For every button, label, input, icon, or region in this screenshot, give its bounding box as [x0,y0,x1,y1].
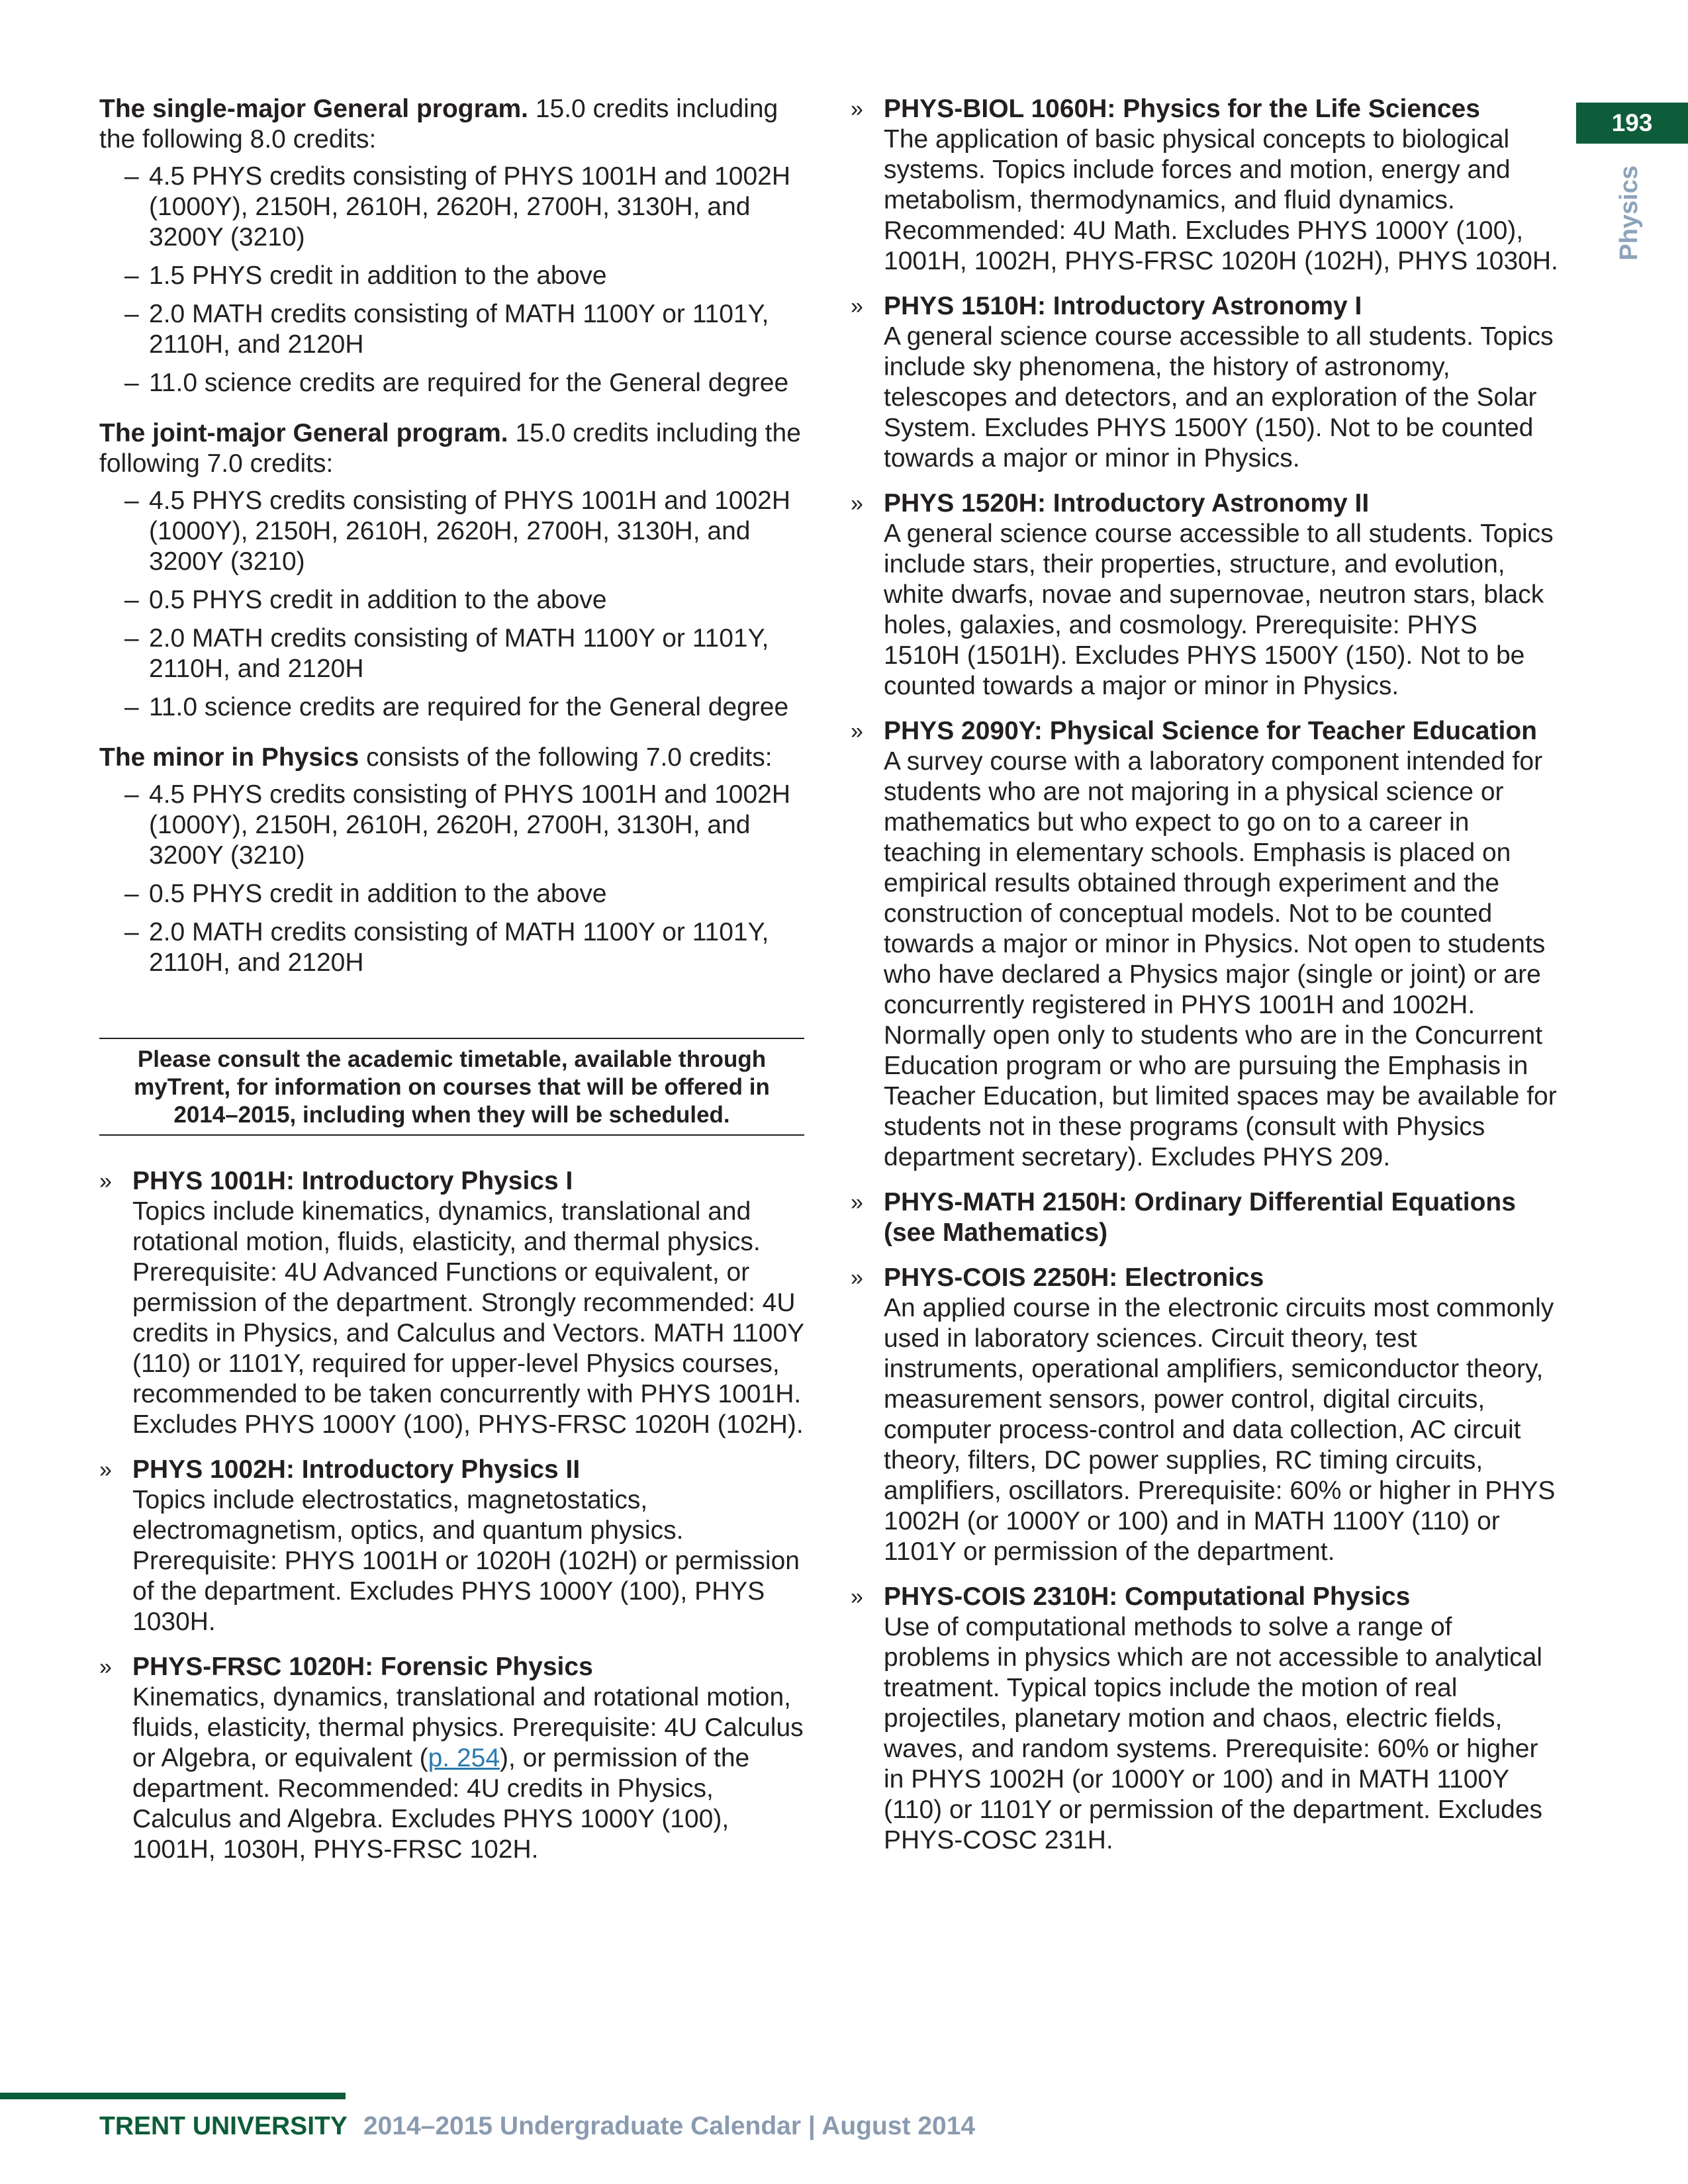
page-number-badge: 193 [1576,103,1688,144]
course-description: Use of computational methods to solve a range of problems in physics which are not accessible to analytical treatment. Typical topics include the motion of real projectiles, planetary motion and chaos, electric fields, waves, and random systems. Prerequisite: 60% or higher in PHYS 1002H (or 1000Y or 100) and in MATH 1100Y (110) or 1101Y or permission of the department. Excludes PHYS-COSC 231H. [884,1613,1543,1854]
requirement-list [99,161,804,398]
program-intro [99,418,804,479]
course-entry [851,291,1560,474]
course-description: Topics include kinematics, dynamics, translational and rotational motion, fluids, elasticity, and thermal physics. Prerequisite: 4U Advanced Functions or equivalent, or permission of the department. Strongly recommended: 4U credits in Physics, and Calculus and Vectors. MATH 1100Y (110) or 1101Y, required for upper-level Physics courses, recommended to be taken concurrently with PHYS 1001H. Excludes PHYS 1000Y (100), PHYS-FRSC 1020H (102H). [132,1197,804,1439]
course-description: A general science course accessible to all students. Topics include sky phenomena, the history of astronomy, telescopes and detectors, and an exploration of the Solar System. Excludes PHYS 1500Y (150). Not to be counted towards a major or minor in Physics. [884,322,1554,473]
requirement-item: – 11.0 science credits are required for the General degree [99,692,804,723]
program-heading: The single-major General program. [99,95,528,123]
requirement-item: – 0.5 PHYS credit in addition to the above [99,879,804,909]
program-summary: 15.0 credits including the following 8.0 credits: [99,95,778,154]
requirement-item: – 1.5 PHYS credit in addition to the above [99,261,804,291]
bullet-glyph: » [99,1457,112,1482]
left-column [99,94,804,1880]
page-link[interactable]: p. 254 [428,1744,500,1772]
course-description: A general science course accessible to all students. Topics include stars, their properties, structure, and evolution, white dwarfs, novae and supernovae, neutron stars, black holes, galaxies, and cosmology. Prerequisite: PHYS 1510H (1501H). Excludes PHYS 1500Y (150). Not to be counted towards a major or minor in Physics. [884,520,1554,700]
course-entry [851,1187,1560,1248]
requirement-item: – 0.5 PHYS credit in addition to the above [99,585,804,615]
course-entry [99,1166,804,1440]
footer-rule [0,2093,346,2099]
bullet-glyph: » [851,97,863,122]
requirement-list [99,780,804,978]
course-entry [851,1582,1560,1856]
desc-text-after: ), or permission of the department. Recommended: 4U credits in Physics, Calculus and Algebra. Excludes PHYS 1000Y (100), 1001H, 1030H, PHYS-FRSC 102H. [132,1744,750,1864]
footer-calendar: 2014–2015 Undergraduate Calendar | August 2014 [363,2112,976,2140]
section-label: Physics [1615,165,1643,261]
program-block [99,94,804,398]
desc-text-before: Kinematics, dynamics, translational and rotational motion, fluids, elasticity, thermal physics. Prerequisite: 4U Calculus or Algebra, or equivalent ( [132,1683,804,1772]
requirement-item: – 2.0 MATH credits consisting of MATH 1100Y or 1101Y, 2110H, and 2120H [99,299,804,360]
footer-university: TRENT UNIVERSITY [99,2112,348,2140]
course-list-right [851,94,1560,1856]
program-heading: The minor in Physics [99,743,359,772]
requirement-item: – 2.0 MATH credits consisting of MATH 1100Y or 1101Y, 2110H, and 2120H [99,623,804,684]
bullet-glyph: » [851,1190,863,1215]
bullet-glyph: » [851,1265,863,1291]
page-footer [99,2111,975,2142]
course-entry [851,716,1560,1173]
course-entry [99,1455,804,1637]
requirement-list [99,486,804,723]
course-description: An applied course in the electronic circuits most commonly used in laboratory sciences. Circuit theory, test instruments, operational amplifiers, semiconductor theory, measurement sensors, power control, digital circuits, computer process-control and data collection, AC circuit theory, filters, DC power supplies, RC timing circuits, amplifiers, oscillators. Prerequisite: 60% or higher in PHYS 1002H (or 1000Y or 100) and in MATH 1100Y (110) or 1101Y or permission of the department. [884,1294,1556,1566]
course-title: PHYS 1002H: Introductory Physics II [132,1455,581,1484]
program-heading: The joint-major General program. [99,419,508,447]
course-entry [851,94,1560,277]
bullet-glyph: » [851,491,863,516]
course-title: PHYS 1001H: Introductory Physics I [132,1167,573,1195]
requirement-item: – 2.0 MATH credits consisting of MATH 1100Y or 1101Y, 2110H, and 2120H [99,917,804,978]
timetable-notice: Please consult the academic timetable, available through myTrent, for information on courses that will be offered in 2014–2015, including when they will be scheduled. [99,1038,804,1136]
bullet-glyph: » [851,294,863,319]
course-description: Topics include electrostatics, magnetostatics, electromagnetism, optics, and quantum physics. Prerequisite: PHYS 1001H or 1020H (102H) or permission of the department. Excludes PHYS 1000Y (100), PHYS 1030H. [132,1486,800,1636]
bullet-glyph: » [851,1584,863,1610]
program-summary: consists of the following 7.0 credits: [359,743,773,772]
requirement-item: – 4.5 PHYS credits consisting of PHYS 1001H and 1002H (1000Y), 2150H, 2610H, 2620H, 2700H, 3130H, and 3200Y (3210) [99,161,804,253]
program-block [99,743,804,978]
course-title: PHYS-BIOL 1060H: Physics for the Life Sciences [884,95,1480,123]
course-title: PHYS-COIS 2310H: Computational Physics [884,1582,1411,1611]
program-block [99,418,804,723]
course-entry [851,488,1560,702]
course-entry [851,1263,1560,1567]
requirement-item: – 4.5 PHYS credits consisting of PHYS 1001H and 1002H (1000Y), 2150H, 2610H, 2620H, 2700H, 3130H, and 3200Y (3210) [99,780,804,871]
course-entry [99,1652,804,1865]
right-column [851,94,1560,1870]
course-title: PHYS 1510H: Introductory Astronomy I [884,292,1362,320]
requirement-item: – 4.5 PHYS credits consisting of PHYS 1001H and 1002H (1000Y), 2150H, 2610H, 2620H, 2700H, 3130H, and 3200Y (3210) [99,486,804,577]
course-list-left [99,1166,804,1637]
program-summary: 15.0 credits including the following 7.0 credits: [99,419,801,478]
bullet-glyph: » [99,1169,112,1194]
course-title: PHYS-FRSC 1020H: Forensic Physics [132,1653,593,1681]
course-description: A survey course with a laboratory component intended for students who are not majoring in a physical science or mathematics but who expect to go on to a career in teaching in elementary schools. Emphasis is placed on empirical results obtained through experiment and the construction of conceptual models. Not to be counted towards a major or minor in Physics. Not open to students who have declared a Physics major (single or joint) or are concurrently registered in PHYS 1001H and 1002H. Normally open only to students who are in the Concurrent Education program or who are pursuing the Emphasis in Teacher Education, but limited spaces may be available for students not in these programs (consult with Physics department secretary). Excludes PHYS 209. [884,747,1557,1171]
course-title: PHYS 2090Y: Physical Science for Teacher Education [884,717,1537,745]
requirement-item: – 11.0 science credits are required for the General degree [99,368,804,398]
program-intro [99,743,804,773]
program-requirements [99,94,804,978]
bullet-glyph: » [99,1655,112,1680]
program-intro [99,94,804,155]
course-description [132,1682,804,1865]
course-description: The application of basic physical concepts to biological systems. Topics include forces and motion, energy and metabolism, thermodynamics, and fluid dynamics. Recommended: 4U Math. Excludes PHYS 1000Y (100), 1001H, 1002H, PHYS-FRSC 1020H (102H), PHYS 1030H. [884,125,1558,275]
course-title: PHYS 1520H: Introductory Astronomy II [884,489,1370,518]
course-title: PHYS-MATH 2150H: Ordinary Differential Equations (see Mathematics) [884,1188,1516,1247]
bullet-glyph: » [851,719,863,744]
course-title: PHYS-COIS 2250H: Electronics [884,1263,1264,1292]
